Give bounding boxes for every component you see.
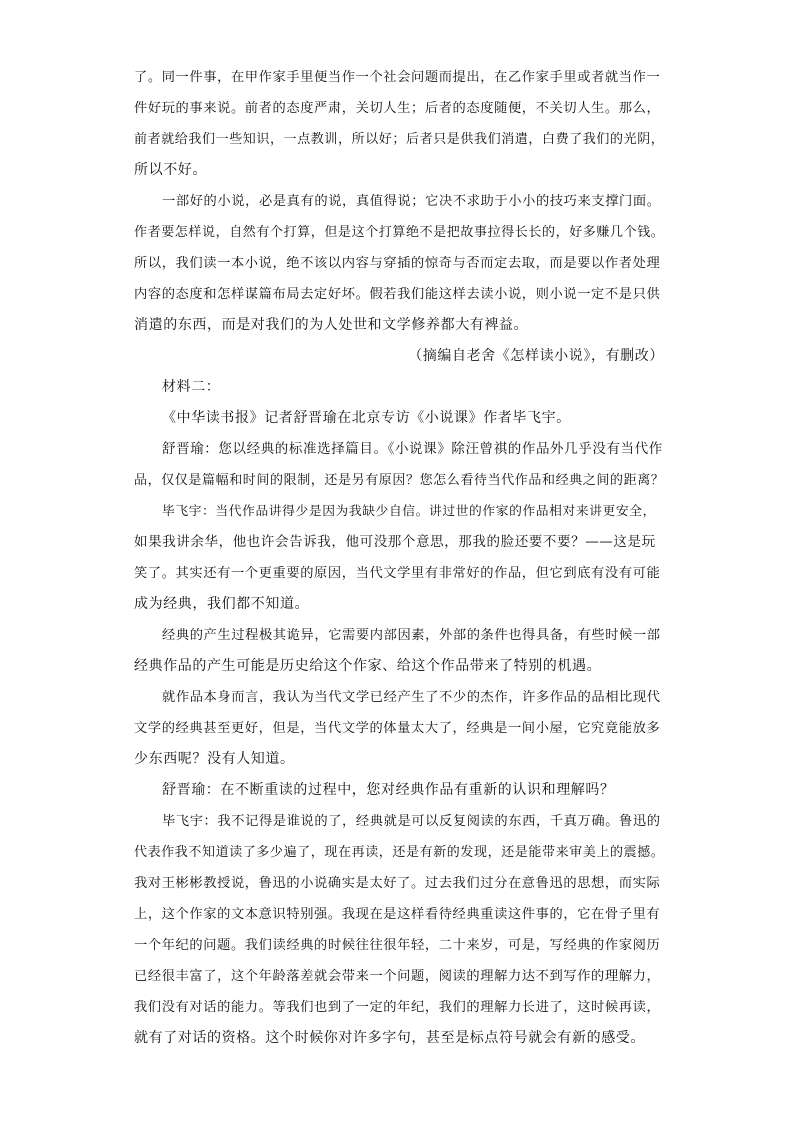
- text-line: 所以不好。: [134, 162, 207, 178]
- text-line: 代表作我不知道读了多少遍了，现在再读，还是有新的发现，还是能带来审美上的震撼。: [134, 845, 665, 860]
- paragraph-first-line: 就作品本身而言，我认为当代文学已经产生了不少的杰作，许多作品的品相比现代: [162, 690, 661, 705]
- text-line: 了。同一件事，在甲作家手里便当作一个社会问题而提出，在乙作家手里或者就当作一: [134, 70, 661, 85]
- text-line: 成为经典，我们都不知道。: [134, 596, 310, 612]
- text-line: 上，这个作家的文本意识特别强。我现在是这样看待经典重读这件事的，它在骨子里有: [134, 907, 661, 922]
- text-line: 笑了。其实还有一个更重要的原因，当代文学里有非常好的作品，但它到底有没有可能: [134, 566, 661, 581]
- source-citation: （摘编自老舍《怎样读小说》，有删改）: [408, 348, 664, 364]
- section-heading: 材料二：: [162, 379, 221, 395]
- text-line: 文学的经典甚至更好，但是，当代文学的体量太大了，经典是一间小屋，它究竟能放多: [134, 721, 661, 736]
- paragraph-first-line: 经典的产生过程极其诡异，它需要内部因素，外部的条件也得具备，有些时候一部: [162, 628, 661, 643]
- text-line: 作者要怎样说，自然有个打算，但是这个打算绝不是把故事拉得长长的，好多赚几个钱。: [134, 225, 665, 240]
- document-body: [134, 62, 664, 1054]
- text-line: 品，仅仅是篇幅和时间的限制，还是另有原因？您怎么看待当代作品和经典之间的距离？: [134, 473, 665, 488]
- text-line: 消遣的东西，而是对我们的为人处世和文学修养都大有裨益。: [134, 317, 529, 333]
- text-line: 如果我讲余华，他也许会告诉我，他可没那个意思，那我的脸还要不要？——这是玩: [134, 534, 656, 550]
- paragraph-first-line: 舒晋瑜：在不断重读的过程中，您对经典作品有重新的认识和理解吗？: [162, 782, 615, 798]
- text-line: 一个年纪的问题。我们读经典的时候往往很年轻，二十来岁，可是，写经典的作家阅历: [134, 938, 661, 953]
- text-line: 内容的态度和怎样谋篇布局去定好坏。假若我们能这样去读小说，则小说一定不是只供: [134, 287, 661, 302]
- text-line: 我们没有对话的能力。等我们也到了一定的年纪，我们的理解力长进了，这时候再读，: [134, 1000, 661, 1015]
- paragraph-first-line: 《中华读书报》记者舒晋瑜在北京专访《小说课》作者毕飞宇。: [162, 410, 571, 426]
- text-line: 已经很丰富了，这个年龄落差就会带来一个问题，阅读的理解力达不到写作的理解力，: [134, 969, 661, 984]
- text-line: 少东西呢？没有人知道。: [134, 751, 295, 767]
- text-line: 我对王彬彬教授说，鲁迅的小说确实是太好了。过去我们过分在意鲁迅的思想，而实际: [134, 876, 661, 891]
- text-line: 就有了对话的资格。这个时候你对许多字句，甚至是标点符号就会有新的感受。: [134, 1030, 645, 1046]
- text-line: 经典作品的产生可能是历史给这个作家、给这个作品带来了特别的机遇。: [134, 658, 602, 674]
- paragraph-first-line: 毕飞宇：当代作品讲得少是因为我缺少自信。讲过世的作家的作品相对来讲更安全，: [162, 504, 656, 519]
- text-line: 前者就给我们一些知识，一点教训，所以好；后者只是供我们消遣，白费了我们的光阴，: [134, 132, 665, 147]
- paragraph-first-line: 一部好的小说，必是真有的说，真值得说；它决不求助于小小的技巧来支撑门面。: [162, 194, 661, 209]
- paragraph-first-line: 舒晋瑜：您以经典的标准选择篇目。《小说课》除汪曾祺的作品外几乎没有当代作: [162, 441, 663, 457]
- text-line: 件好玩的事来说。前者的态度严肃，关切人生；后者的态度随便，不关切人生。那么，: [134, 101, 661, 116]
- text-line: 所以，我们读一本小说，绝不该以内容与穿插的惊奇与否而定去取，而是要以作者处理: [134, 256, 661, 271]
- paragraph-first-line: 毕飞宇：我不记得是谁说的了，经典就是可以反复阅读的东西，千真万确。鲁迅的: [162, 814, 661, 829]
